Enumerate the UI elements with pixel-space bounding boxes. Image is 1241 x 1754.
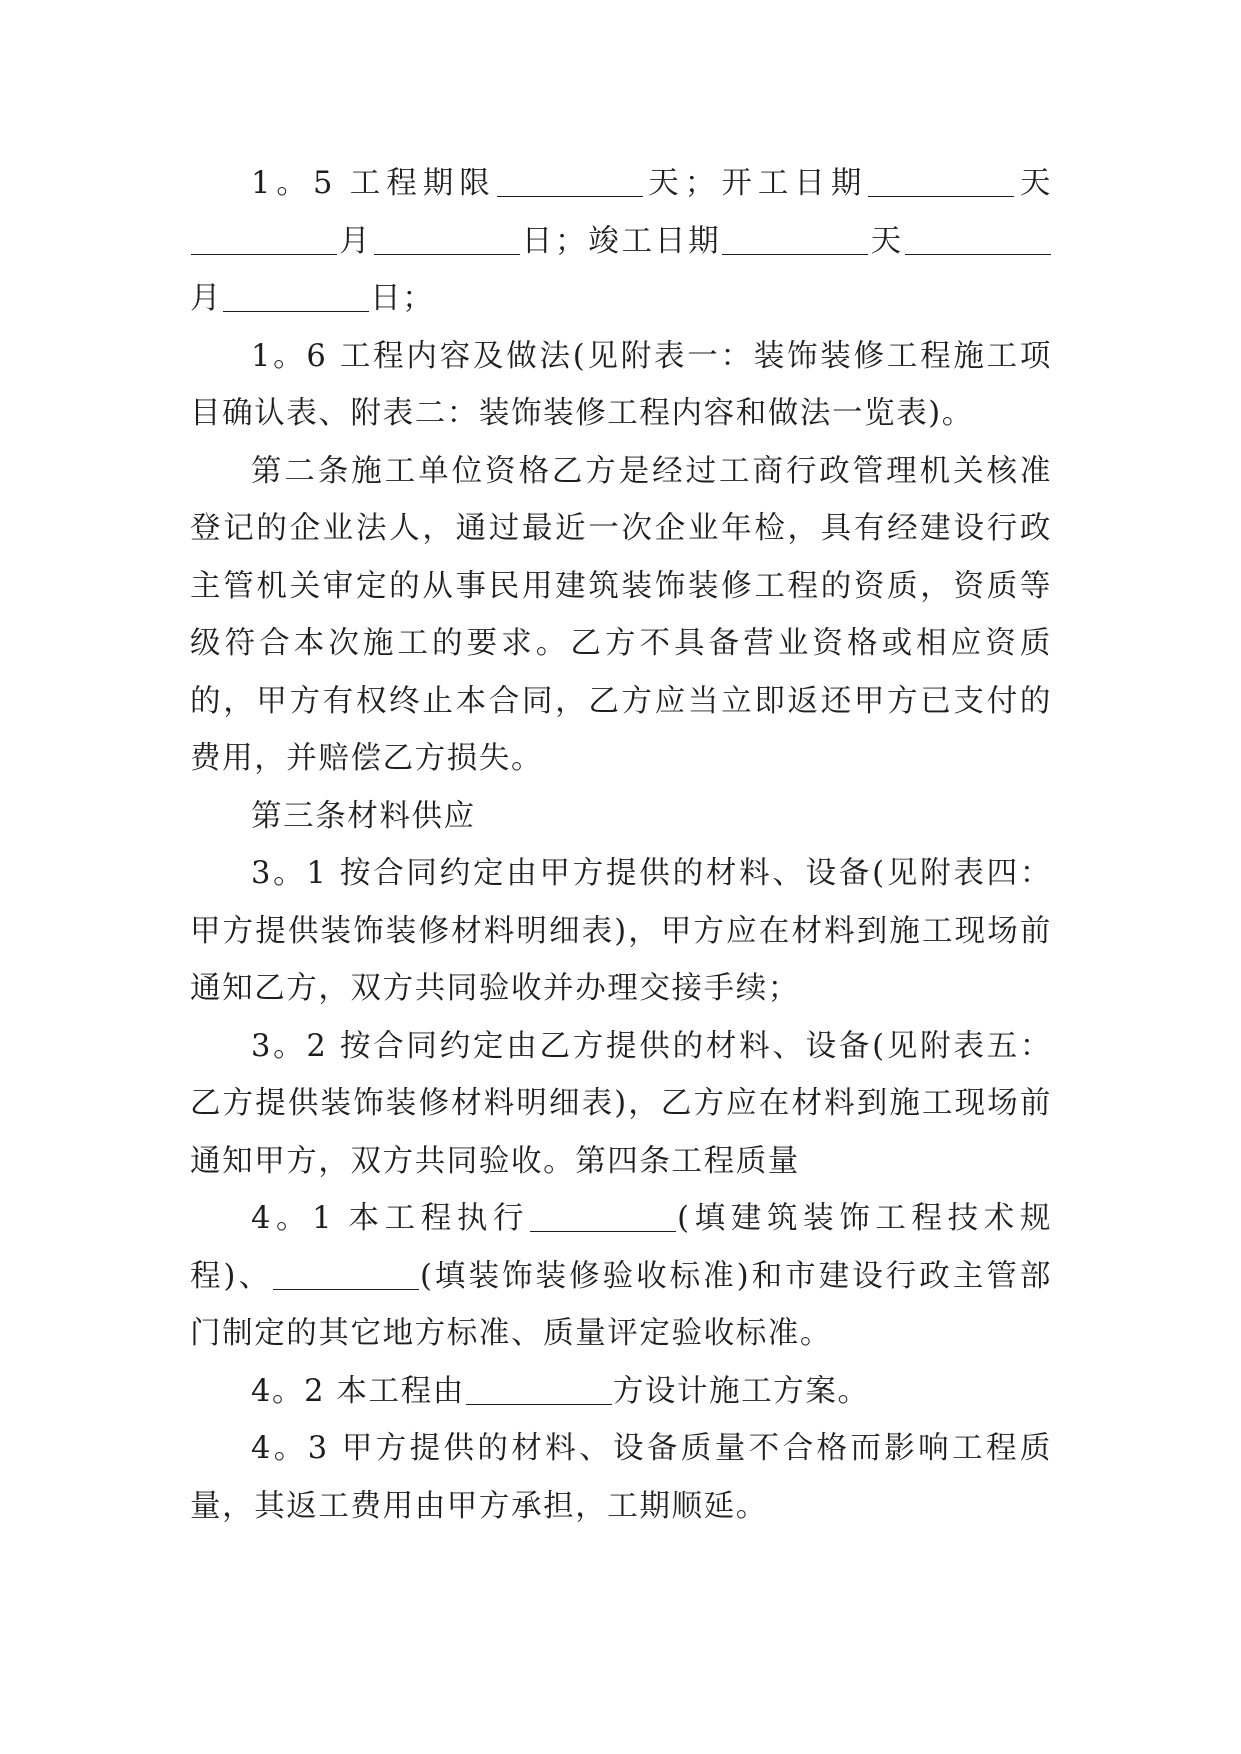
fill-in-blank[interactable] <box>273 1258 419 1290</box>
text-segment: 第三条材料供应 <box>251 798 476 834</box>
document-page <box>190 155 1052 1535</box>
text-segment: 1。6 工程内容及做法(见附表一：装饰装修工程施工项目确认表、附表二：装饰装修工程内容和做法一览表)。 <box>190 338 1052 431</box>
text-segment: 天 <box>1015 166 1052 201</box>
text-segment: 4。1 本工程执行 <box>251 1201 530 1236</box>
text-segment: 第二条施工单位资格乙方是经过工商行政管理机关核准登记的企业法人，通过最近一次企业年检，具有经建设行政主管机关审定的从事民用建筑装饰装修工程的资质，资质等级符合本次施工的要求。乙方不具备营业资格或相应资质的，甲方有权终止本合同，乙方应当立即返还甲方已支付的费用，并赔偿乙方损失。 <box>190 453 1052 776</box>
text-segment: 4。3 甲方提供的材料、设备质量不合格而影响工程质量，其返工费用由甲方承担，工期顺延。 <box>190 1431 1052 1524</box>
text-segment: 天；开工日期 <box>643 166 868 201</box>
text-segment: (填建筑装饰工程技术规程)、 <box>190 1201 1053 1294</box>
fill-in-blank[interactable] <box>374 223 520 255</box>
text-segment: 4。2 本工程由 <box>251 1373 465 1409</box>
paragraph-article-2 <box>190 443 1052 788</box>
text-segment: 方设计施工方案。 <box>612 1373 870 1409</box>
paragraph-4-1 <box>190 1190 1052 1363</box>
fill-in-blank[interactable] <box>497 166 643 198</box>
text-segment: 月 <box>190 281 223 316</box>
text-segment: 1。5 工程期限 <box>251 166 496 201</box>
paragraph-4-3 <box>190 1420 1052 1535</box>
fill-in-blank[interactable] <box>223 281 369 313</box>
fill-in-blank[interactable] <box>868 166 1014 198</box>
fill-in-blank[interactable] <box>530 1201 676 1233</box>
paragraph-3-2 <box>190 1018 1052 1191</box>
fill-in-blank[interactable] <box>722 223 868 255</box>
paragraph-4-2 <box>190 1363 1052 1421</box>
paragraph-1-5 <box>190 155 1052 328</box>
text-segment: (填装饰装修验收标准)和市建设行政主管部门制定的其它地方标准、质量评定验收标准。 <box>190 1258 1052 1351</box>
text-segment: 日；竣工日期 <box>520 223 722 259</box>
text-segment: 日； <box>370 281 435 316</box>
paragraph-3-1 <box>190 845 1052 1018</box>
fill-in-blank[interactable] <box>905 223 1051 255</box>
text-segment: 月 <box>338 223 373 259</box>
fill-in-blank[interactable] <box>466 1373 612 1405</box>
text-segment: 天 <box>869 223 904 259</box>
paragraph-article-3-heading <box>190 788 1052 846</box>
text-segment: 3。1 按合同约定由甲方提供的材料、设备(见附表四：甲方提供装饰装修材料明细表)，甲方应在材料到施工现场前通知乙方，双方共同验收并办理交接手续； <box>190 856 1052 1006</box>
paragraph-1-6 <box>190 328 1052 443</box>
fill-in-blank[interactable] <box>191 223 337 255</box>
text-segment: 3。2 按合同约定由乙方提供的材料、设备(见附表五：乙方提供装饰装修材料明细表)，乙方应在材料到施工现场前通知甲方，双方共同验收。第四条工程质量 <box>190 1028 1052 1179</box>
